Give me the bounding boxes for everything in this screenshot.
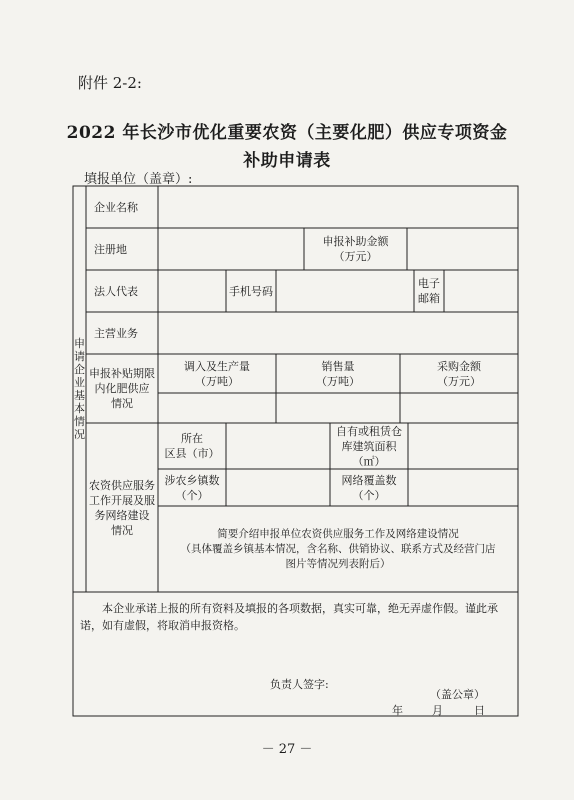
network-coverage-label (330, 469, 408, 506)
district-label (158, 423, 226, 469)
district-label-line-2: 区县（市） (164, 447, 220, 460)
email-field[interactable] (445, 271, 517, 311)
year-label: 年 (392, 704, 403, 717)
towns-count-label-line-2: （个） (175, 488, 209, 502)
service-network-label-line-3: 务网络建设 (94, 508, 150, 522)
district-field[interactable] (227, 424, 329, 468)
sales-volume-header-line-1: 销售量 (321, 359, 355, 373)
registered-address-field[interactable] (159, 229, 303, 269)
subsidy-amount-label (304, 228, 407, 270)
sales-volume-header (276, 354, 400, 393)
production-volume-header (158, 354, 276, 393)
service-intro-line-1: 简要介绍申报单位农资供应服务工作及网络建设情况 (217, 527, 459, 540)
registered-address-label: 注册地 (94, 242, 127, 256)
towns-count-field[interactable] (227, 470, 329, 505)
pledge-text: 本企业承诺上报的所有资料及填报的各项数据，真实可靠，绝无弄虚作假。谨此承诺，如有虚假，将取消申报资格。 (80, 602, 498, 632)
month-label: 月 (432, 704, 443, 717)
service-intro-line-3: 图片等情况列表附后） (285, 557, 391, 570)
service-intro-field[interactable] (158, 506, 518, 592)
sales-volume-field[interactable] (277, 394, 399, 422)
warehouse-area-label-line-2: 库建筑面积 (341, 439, 397, 453)
purchase-amount-header-line-1: 采购金额 (437, 359, 481, 373)
sales-volume-header-line-2: （万吨） (316, 374, 360, 388)
network-coverage-label-line-2: （个） (352, 488, 386, 502)
form-title-line-2: 补助申请表 (243, 151, 331, 171)
email-label-line-2: 邮箱 (418, 292, 440, 305)
day-label: 日 (474, 704, 485, 717)
purchase-amount-header-line-2: （万元） (437, 374, 481, 388)
form-title-line-1: 2022 年长沙市优化重要农资（主要化肥）供应专项资金 (66, 123, 508, 143)
fill-unit-label: 填报单位（盖章）: (84, 172, 193, 187)
section-label-cell (73, 186, 86, 592)
subsidy-amount-label-line-1: 申报补助金额 (322, 235, 389, 248)
legal-rep-field[interactable] (159, 271, 225, 311)
warehouse-area-field[interactable] (409, 424, 517, 468)
email-label-line-1: 电子 (418, 277, 440, 290)
page-number: － 27 － (261, 742, 313, 757)
fertilizer-supply-label-line-1: 申报补贴期限 (89, 367, 155, 380)
fertilizer-supply-label-line-3: 情况 (111, 397, 133, 410)
fertilizer-supply-label (86, 354, 158, 423)
phone-label: 手机号码 (229, 284, 273, 298)
towns-count-label (158, 469, 226, 506)
phone-field[interactable] (277, 271, 413, 311)
warehouse-area-label (330, 423, 408, 469)
attachment-label: 附件 2-2: (78, 74, 142, 92)
email-label (414, 270, 444, 312)
warehouse-area-label-line-3: （㎡） (352, 454, 386, 468)
company-name-field[interactable] (159, 187, 517, 227)
warehouse-area-label-line-1: 自有或租赁仓 (336, 424, 402, 438)
legal-rep-label: 法人代表 (94, 284, 138, 298)
subsidy-amount-label-line-2: （万元） (333, 250, 378, 263)
section-label: 申请企业基本情况 (74, 337, 85, 441)
company-name-label: 企业名称 (94, 200, 138, 214)
signature-label: 负责人签字: (270, 678, 329, 691)
district-label-line-1: 所在 (181, 432, 203, 445)
towns-count-label-line-1: 涉农乡镇数 (164, 473, 220, 487)
main-business-label: 主营业务 (94, 326, 138, 340)
service-intro-line-2: （具体覆盖乡镇基本情况，含名称、供销协议、联系方式及经营门店 (180, 542, 496, 555)
network-coverage-label-line-1: 网络覆盖数 (341, 473, 397, 487)
seal-label: （盖公章） (430, 688, 485, 701)
main-business-field[interactable] (159, 313, 517, 353)
production-volume-field[interactable] (159, 394, 275, 422)
service-network-label (86, 423, 158, 592)
service-network-label-line-4: 情况 (111, 523, 133, 537)
purchase-amount-header (400, 354, 518, 393)
purchase-amount-field[interactable] (401, 394, 517, 422)
subsidy-amount-field[interactable] (408, 229, 517, 269)
network-coverage-field[interactable] (409, 470, 517, 505)
service-network-label-line-2: 工作开展及服 (89, 493, 155, 507)
production-volume-header-line-2: （万吨） (195, 374, 239, 388)
fertilizer-supply-label-line-2: 内化肥供应 (94, 382, 150, 395)
production-volume-header-line-1: 调入及生产量 (184, 359, 250, 373)
service-network-label-line-1: 农资供应服务 (89, 478, 155, 492)
